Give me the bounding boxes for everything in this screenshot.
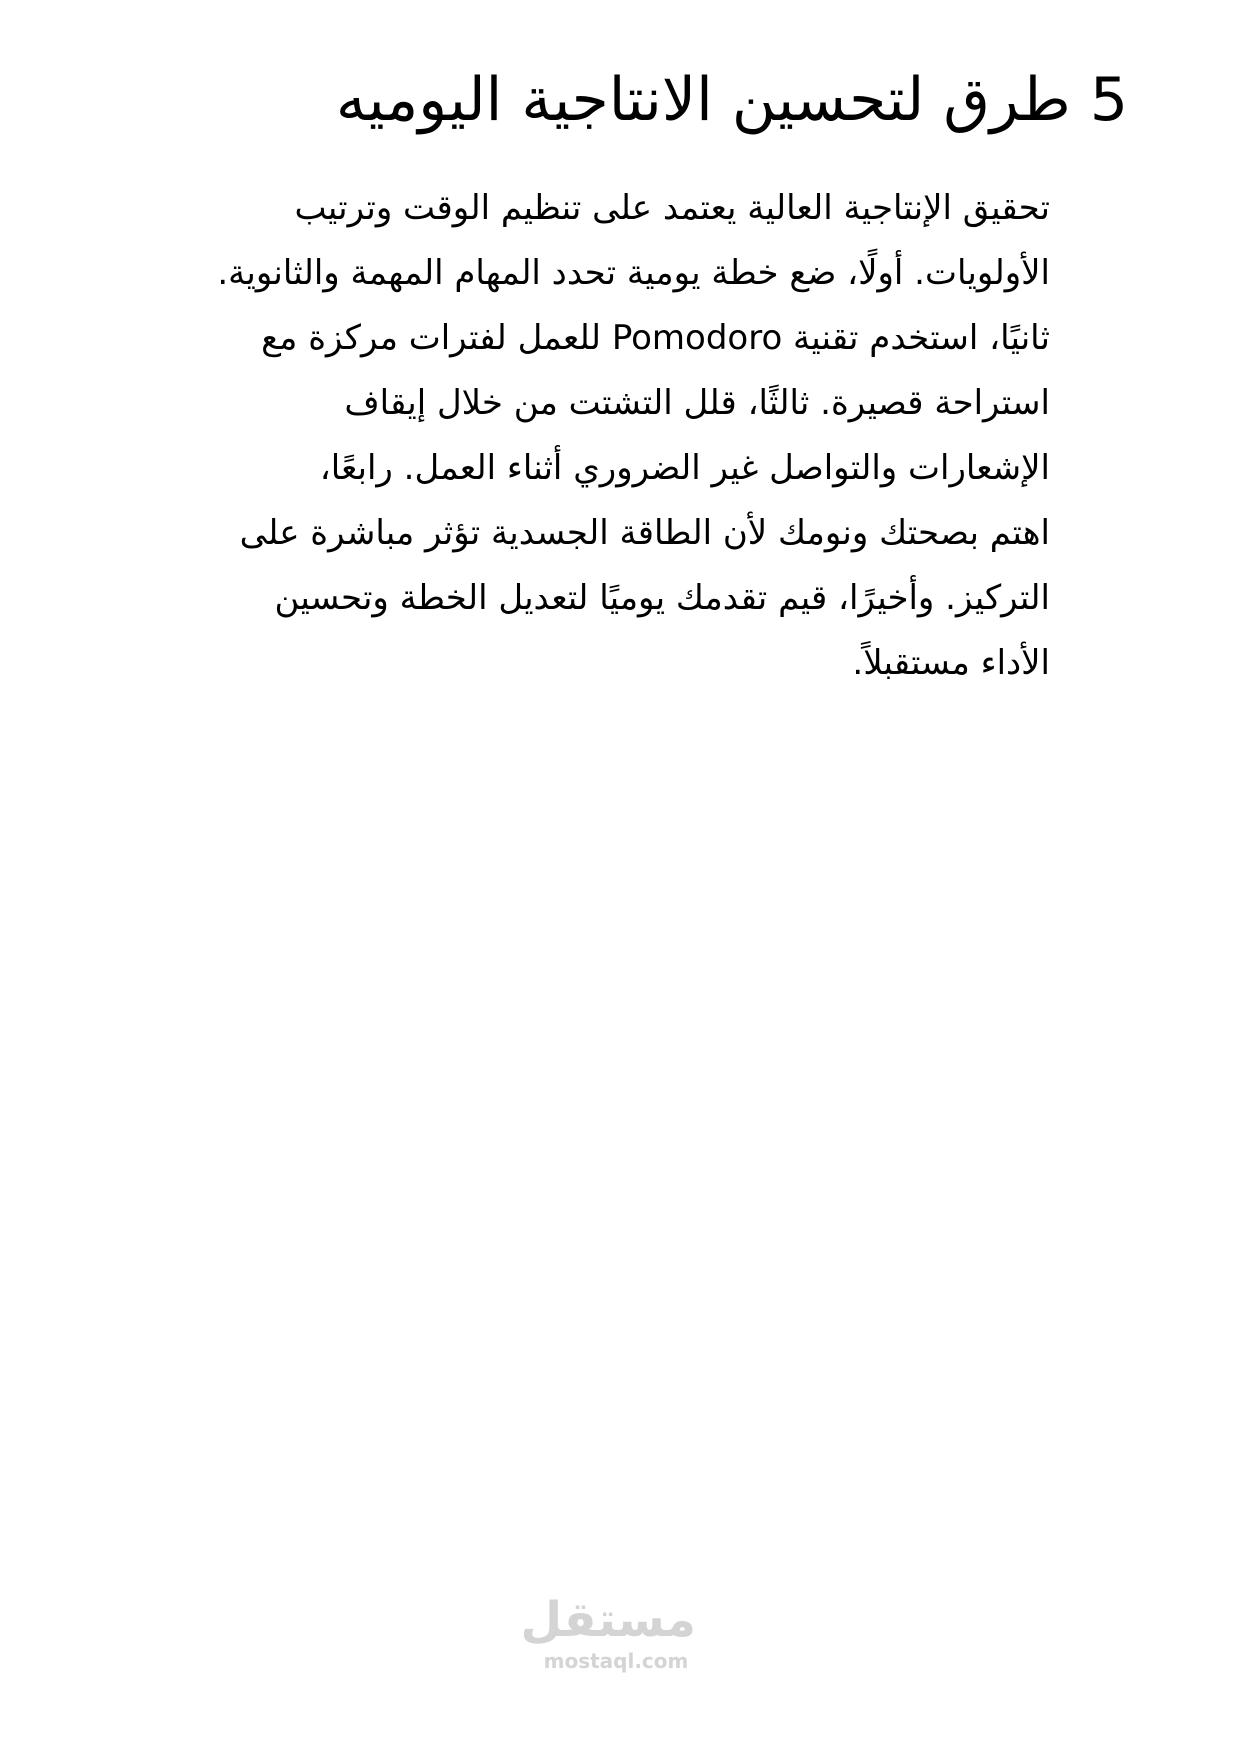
body-line: اهتم بصحتك ونومك لأن الطاقة الجسدية تؤثر مباشرة على <box>239 513 1050 553</box>
body-line: ثانيًا، استخدم تقنية Pomodoro للعمل لفترات مركزة مع <box>261 318 1050 358</box>
body-line: التركيز. وأخيرًا، قيم تقدمك يوميًا لتعديل الخطة وتحسين <box>274 578 1050 618</box>
body-line: الأولويات. أولًا، ضع خطة يومية تحدد المهام المهمة والثانوية. <box>217 253 1050 293</box>
body-line: استراحة قصيرة. ثالثًا، قلل التشتت من خلال إيقاف <box>344 383 1050 423</box>
body-line: الإشعارات والتواصل غير الضروري أثناء العمل. رابعًا، <box>319 448 1050 488</box>
watermark-logo: مستقل <box>520 1592 696 1648</box>
mostaql-watermark <box>520 1592 696 1674</box>
body-line: الأداء مستقبلاً. <box>852 643 1050 683</box>
body-line: تحقيق الإنتاجية العالية يعتمد على تنظيم الوقت وترتيب <box>294 188 1050 228</box>
watermark-url: mostaql.com <box>543 1649 689 1673</box>
body-paragraph <box>170 176 1050 696</box>
page-title: 5 طرق لتحسين الانتاجية اليوميه <box>335 65 1128 135</box>
